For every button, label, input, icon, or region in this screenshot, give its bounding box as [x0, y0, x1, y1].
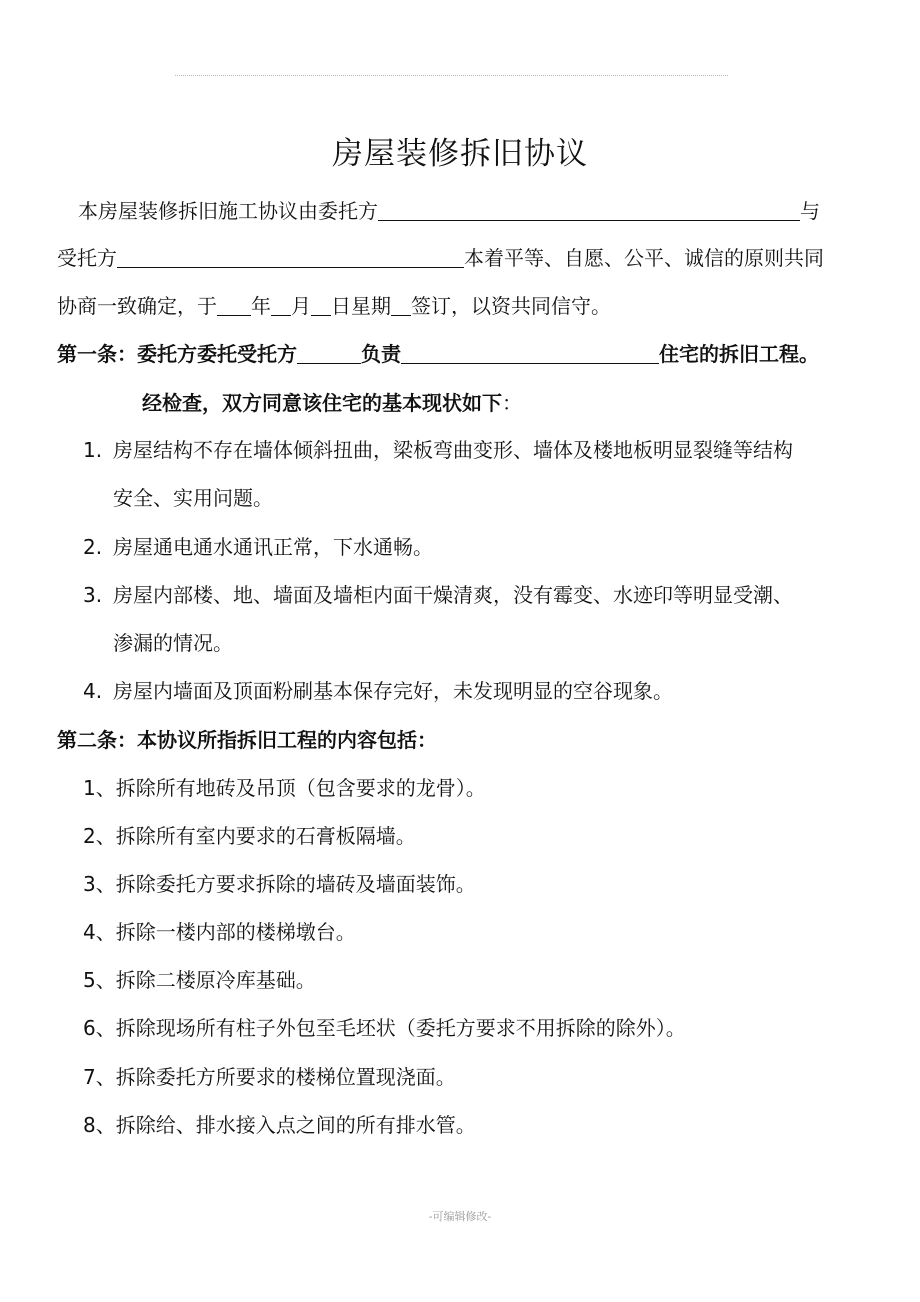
- list-item-continuation: 渗漏的情况。: [113, 631, 233, 655]
- inspection-statement: [142, 389, 522, 417]
- article-1-heading: [57, 340, 819, 368]
- article-1-text: 第一条：委托方委托受托方: [57, 342, 297, 366]
- intro-text: 年: [251, 294, 271, 318]
- article-2-heading: 第二条：本协议所指拆旧工程的内容包括：: [57, 728, 437, 752]
- client-name-blank[interactable]: [378, 198, 800, 221]
- document-title: 房屋装修拆旧协议: [332, 136, 588, 172]
- list-item: [83, 677, 673, 705]
- weekday-blank[interactable]: [391, 293, 411, 316]
- list-item: 5、拆除二楼原冷库基础。: [83, 968, 316, 992]
- list-item: [83, 533, 433, 561]
- intro-line-1: [78, 197, 820, 225]
- list-item: 1、拆除所有地砖及吊顶（包含要求的龙骨）。: [83, 776, 486, 800]
- residence-address-blank[interactable]: [401, 341, 659, 364]
- intro-text: 本房屋装修拆旧施工协议由委托方: [78, 199, 378, 223]
- item-text: 房屋结构不存在墙体倾斜扭曲，梁板弯曲变形、墙体及楼地板明显裂缝等结构: [113, 438, 793, 462]
- list-item: 6、拆除现场所有柱子外包至毛坯状（委托方要求不用拆除的除外）。: [83, 1016, 686, 1040]
- day-blank[interactable]: [311, 293, 331, 316]
- intro-text: 与: [800, 199, 820, 223]
- intro-text: 签订，以资共同信守。: [411, 294, 611, 318]
- header-dotted-rule: [175, 75, 728, 76]
- inspection-colon: ：: [502, 391, 522, 415]
- list-item: 7、拆除委托方所要求的楼梯位置现浇面。: [83, 1065, 456, 1089]
- contractor-name-blank[interactable]: [117, 245, 464, 268]
- list-item: 3、拆除委托方要求拆除的墙砖及墙面装饰。: [83, 872, 476, 896]
- list-item: 4、拆除一楼内部的楼梯墩台。: [83, 920, 356, 944]
- list-item: 2、拆除所有室内要求的石膏板隔墙。: [83, 824, 416, 848]
- item-number: 3.: [83, 583, 103, 607]
- list-item: [83, 581, 793, 609]
- intro-text: 日星期: [331, 294, 391, 318]
- article-1-text: 负责: [361, 342, 401, 366]
- contractor-blank[interactable]: [297, 341, 361, 364]
- list-item: [83, 436, 793, 464]
- inspection-text: 经检查，双方同意该住宅的基本现状如下: [142, 391, 502, 415]
- intro-text: 月: [291, 294, 311, 318]
- list-item-continuation: 安全、实用问题。: [113, 486, 273, 510]
- page-footer: -可编辑修改-: [428, 1210, 492, 1223]
- item-number: 1.: [83, 438, 103, 462]
- intro-line-2: [57, 244, 824, 272]
- intro-text: 本着平等、自愿、公平、诚信的原则共同: [464, 246, 824, 270]
- month-blank[interactable]: [271, 293, 291, 316]
- intro-line-3: [57, 292, 611, 320]
- item-number: 4.: [83, 679, 103, 703]
- item-text: 房屋通电通水通讯正常，下水通畅。: [113, 535, 433, 559]
- item-text: 房屋内墙面及顶面粉刷基本保存完好，未发现明显的空谷现象。: [113, 679, 673, 703]
- intro-text: 协商一致确定，于: [57, 294, 217, 318]
- item-number: 2.: [83, 535, 103, 559]
- item-text: 房屋内部楼、地、墙面及墙柜内面干燥清爽，没有霉变、水迹印等明显受潮、: [113, 583, 793, 607]
- list-item: 8、拆除给、排水接入点之间的所有排水管。: [83, 1113, 476, 1137]
- year-blank[interactable]: [217, 293, 251, 316]
- intro-text: 受托方: [57, 246, 117, 270]
- article-1-text: 住宅的拆旧工程。: [659, 342, 819, 366]
